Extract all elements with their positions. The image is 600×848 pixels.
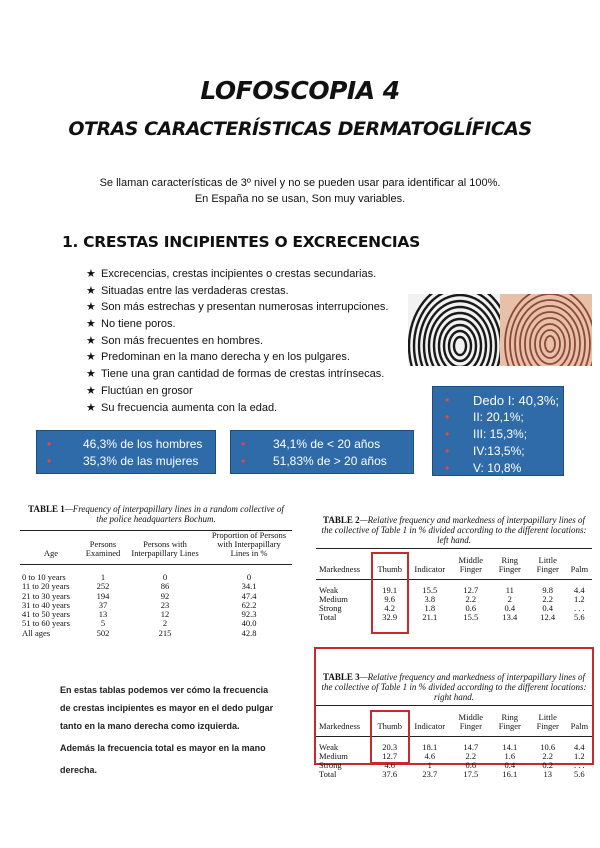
star-icon: ★ — [86, 300, 96, 314]
bullet-icon: • — [445, 461, 450, 475]
bullet-icon: • — [47, 437, 52, 451]
list-item: • 34,1% de < 20 años — [241, 437, 381, 451]
table-3-grid — [316, 706, 592, 779]
table-row: 41 to 50 years 13 12 92.3 — [22, 609, 257, 620]
table-row: Strong 4.6 1 0.6 0.4 0.2 . . . — [319, 760, 585, 770]
list-item: ★ Tiene una gran cantidad de formas de crestas intrínsecas. — [86, 366, 388, 383]
star-icon: ★ — [86, 350, 96, 364]
table-1-grid — [20, 531, 292, 638]
list-item: ★ Son más frecuentes en hombres. — [86, 333, 388, 350]
list-item: • III: 15,3%; — [445, 427, 528, 441]
table-row: 51 to 60 years 5 2 40.0 — [22, 618, 257, 629]
page-title: LOFOSCOPIA 4 — [200, 76, 400, 105]
list-item: ★ Su frecuencia aumenta con la edad. — [86, 400, 388, 417]
note-text: En estas tablas podemos ver cómo la frecuencia de crestas incipientes es mayor en el dedo pulgar tanto en la mano derecha como izquierda. Además la frecuencia total es mayor en la mano derecha. — [60, 685, 274, 775]
bullet-list — [86, 266, 388, 416]
list-item: • 51,83% de > 20 años — [241, 454, 387, 468]
list-item: ★ Situadas entre las verdaderas crestas. — [86, 283, 388, 300]
star-icon: ★ — [86, 333, 96, 347]
list-item: • 46,3% de los hombres — [47, 437, 203, 451]
list-item: ★ Predominan en la mano derecha y en los pulgares. — [86, 349, 388, 366]
table-row: Weak 20.3 18.1 14.7 14.1 10.6 4.4 — [319, 742, 585, 752]
finger-stats-box — [432, 386, 564, 476]
star-icon: ★ — [86, 367, 96, 381]
list-item: ★ No tiene poros. — [86, 316, 388, 333]
intro-line-2: En España no se usan, Son muy variables. — [194, 193, 406, 205]
list-item: • V: 10,8% — [445, 461, 522, 475]
list-item: • II: 20,1%; — [445, 410, 524, 424]
table-2 — [316, 515, 592, 622]
table-row: Medium 9.6 3.8 2.2 2 2.2 1.2 — [319, 594, 585, 604]
star-icon: ★ — [86, 383, 96, 397]
star-icon: ★ — [86, 267, 96, 280]
table-row: All ages 502 215 42.8 — [22, 627, 257, 638]
bullet-icon: • — [47, 454, 52, 468]
bullet-icon: • — [241, 454, 246, 468]
bullet-icon: • — [445, 427, 450, 441]
table-row: Total 32.9 21.1 15.5 13.4 12.4 5.6 — [319, 612, 585, 622]
table-2-caption: TABLE 2—Relative frequency and markedness of interpapillary lines of the collective of Table 1 in % divided according to the different locations: left hand. — [321, 515, 587, 545]
thumb-highlight-right — [370, 710, 410, 764]
bullet-icon: • — [445, 410, 450, 424]
table-header-row: Markedness Thumb Indicator Middle Finger Ring Finger Little Finger Palm — [319, 555, 589, 574]
page-subtitle: OTRAS CARACTERÍSTICAS DERMATOGLÍFICAS — [68, 118, 532, 140]
table-row: 0 to 10 years 1 0 0 — [22, 572, 252, 582]
bullet-icon: • — [241, 437, 246, 451]
section-heading: 1. CRESTAS INCIPIENTES O EXCRECENCIAS — [62, 233, 420, 251]
table-1 — [20, 504, 292, 638]
table-row: 11 to 20 years 252 86 34.1 — [22, 581, 257, 592]
star-icon: ★ — [86, 317, 96, 331]
list-item: • 35,3% de las mujeres — [47, 454, 199, 468]
star-icon: ★ — [86, 283, 96, 297]
table-row: Strong 4.2 1.8 0.6 0.4 0.4 . . . — [319, 603, 585, 613]
intro-text — [0, 175, 600, 207]
fingerprint-image — [408, 294, 592, 366]
intro-line-1: Se llaman características de 3º nivel y no se pueden usar para identificar al 100%. — [99, 177, 501, 189]
table-1-caption: TABLE 1—Frequency of interpapillary lines in a random collective of the police headquarters Bochum. — [28, 504, 284, 524]
table-row: 21 to 30 years 194 92 47.4 — [22, 590, 257, 601]
star-icon: ★ — [86, 400, 96, 414]
list-item: ★ Son más estrechas y presentan numerosas interrupciones. — [86, 299, 388, 316]
table-header-row: Age Persons Examined Persons with Interpapillary Lines Proportion of Persons with Interpapillary Lines in % — [43, 530, 287, 558]
bullet-icon: • — [445, 393, 450, 407]
table-row: Medium 12.7 4.6 2.2 1.6 2.2 1.2 — [319, 751, 585, 761]
list-item: ★ Excrecencias, crestas incipientes o crestas secundarias. — [86, 266, 388, 283]
bullet-icon: • — [445, 444, 450, 458]
list-item: • IV:13,5%; — [445, 444, 525, 458]
table-2-grid — [316, 549, 592, 622]
sex-stats-box — [36, 430, 216, 474]
table-row: Total 37.6 23.7 17.5 16.1 13 5.6 — [319, 769, 585, 779]
age-stats-box — [230, 430, 414, 474]
thumb-highlight-left — [371, 552, 409, 634]
table-row: 31 to 40 years 37 23 62.2 — [22, 599, 257, 610]
table-header-row: Markedness Thumb Indicator Middle Finger Ring Finger Little Finger Palm — [319, 712, 589, 731]
list-item: ★ Fluctúan en grosor — [86, 383, 388, 400]
list-item: • Dedo I: 40,3%; — [445, 393, 559, 408]
table-3 — [316, 672, 592, 779]
table-row: Weak 19.1 15.5 12.7 11 9.8 4.4 — [319, 585, 585, 595]
table-3-caption: TABLE 3—Relative frequency and markedness of interpapillary lines of the collective of Table 1 in % divided according to the different locations: right hand. — [321, 672, 587, 702]
